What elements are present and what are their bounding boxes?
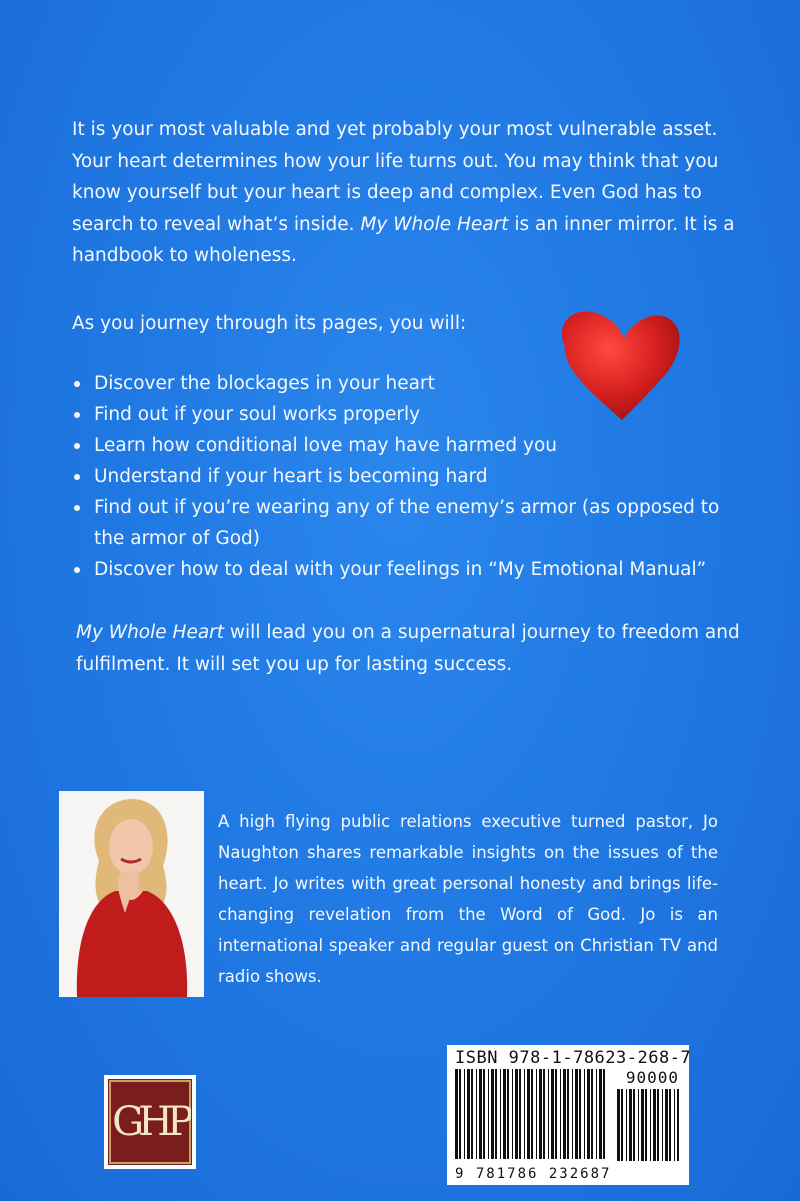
author-bio: A high flying public relations executive turned pastor, Jo Naughton shares remarkable insights on the issues of the heart. Jo writes with great personal honesty and brings life-changing revelation from the Word of God. Jo is an international speaker and regular guest on Christian TV and radio shows. <box>218 812 718 986</box>
closing-book-title: My Whole Heart <box>76 622 225 643</box>
intro-book-title: My Whole Heart <box>360 213 509 235</box>
isbn-barcode <box>447 1045 692 1185</box>
author-portrait-image <box>59 791 204 997</box>
bullet-icon <box>74 567 80 573</box>
intro-text-2: is an inner mirror. It is a handbook to wholeness. <box>72 213 735 266</box>
journey-lead: As you journey through its pages, you will: <box>72 313 467 334</box>
publisher-logo-mark: GHP <box>109 1080 191 1164</box>
isbn-number: ISBN 978-1-78623-268-7 <box>455 1048 692 1068</box>
price-code: 90000 <box>625 1068 679 1087</box>
bullet-icon <box>74 443 80 449</box>
list-item: Learn how conditional love may have harmed you <box>72 430 732 461</box>
bullet-icon <box>74 412 80 418</box>
barcode-bars <box>455 1069 605 1161</box>
list-item: Discover the blockages in your heart <box>72 368 732 399</box>
list-item: Discover how to deal with your feelings in “My Emotional Manual” <box>72 554 732 585</box>
intro-text-1: It is your most valuable and yet probably your most vulnerable asset. Your heart determines how your life turns out. You may think that you know yourself but your heart is deep and complex. Even God has to search to reveal what’s inside. <box>72 119 719 235</box>
list-item: Understand if your heart is becoming hard <box>72 461 732 492</box>
closing-text: will lead you on a supernatural journey to freedom and fulfilment. It will set you up for lasting success. <box>76 622 740 675</box>
author-photo <box>59 791 204 997</box>
list-item: Find out if you’re wearing any of the enemy’s armor (as opposed to the armor of God) <box>72 492 732 554</box>
price-barcode-bars <box>617 1089 679 1161</box>
bullet-icon <box>74 474 80 480</box>
benefits-list <box>72 368 732 585</box>
closing-paragraph <box>76 617 756 680</box>
bullet-icon <box>74 381 80 387</box>
publisher-logo <box>104 1075 196 1169</box>
barcode-digits: 9 781786 232687 <box>455 1166 612 1182</box>
bullet-icon <box>74 505 80 511</box>
list-item: Find out if your soul works properly <box>72 399 732 430</box>
intro-paragraph <box>72 114 752 272</box>
